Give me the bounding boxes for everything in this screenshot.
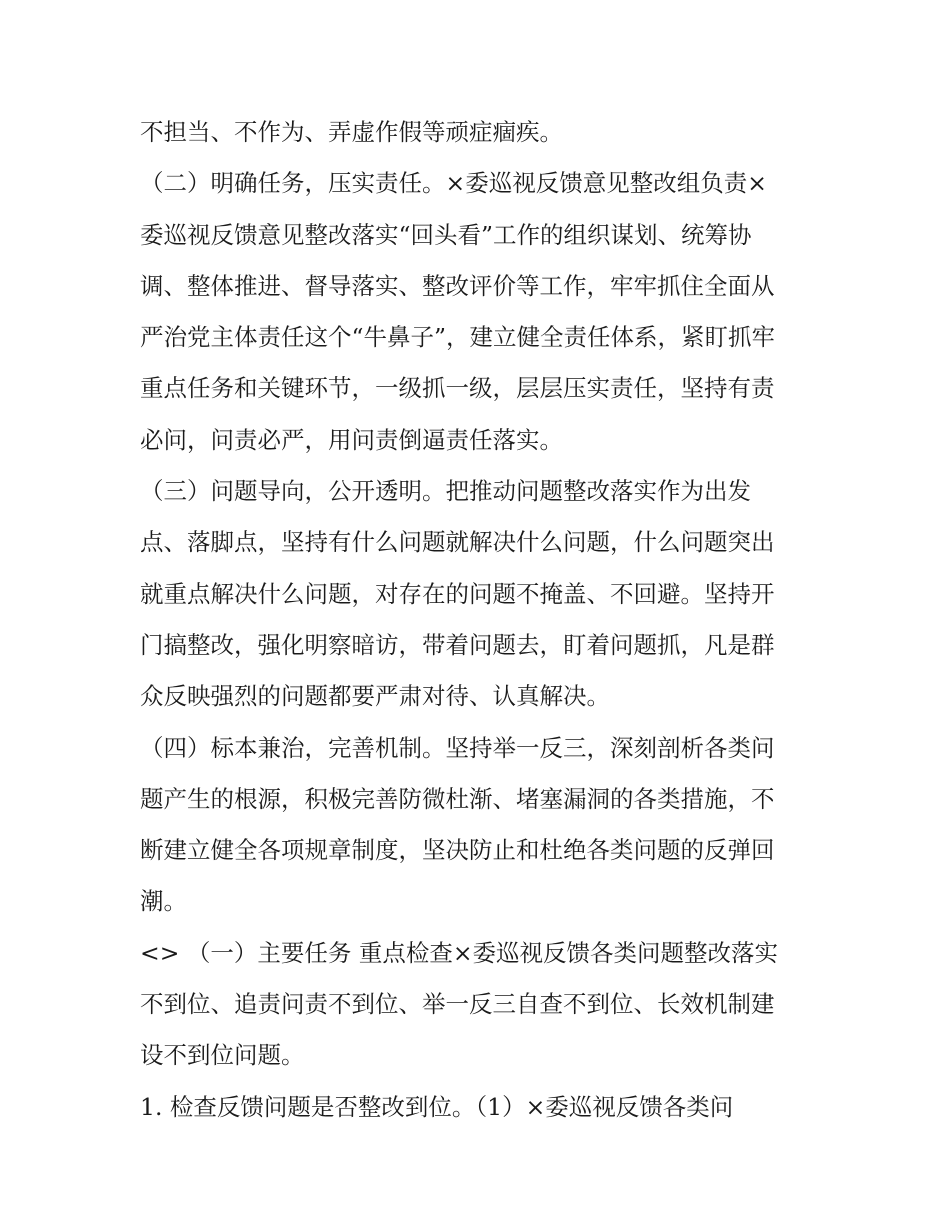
text-line: 题产生的根源，积极完善防微杜渐、堵塞漏洞的各类措施，不 xyxy=(140,784,775,813)
text-line: 不担当、不作为、弄虚作假等顽症痼疾。 xyxy=(140,118,563,146)
text-line: （四）标本兼治，完善机制。坚持举一反三，深刻剖析各类问 xyxy=(140,733,775,762)
text-line: 不到位、追责问责不到位、举一反三自查不到位、长效机制建 xyxy=(140,990,775,1019)
text-line: <> （一）主要任务 重点检查×委巡视反馈各类问题整改落实 xyxy=(140,938,779,967)
text-line: （三）问题导向，公开透明。把推动问题整改落实作为出发 xyxy=(140,477,751,506)
text-line: 必问，问责必严，用问责倒逼责任落实。 xyxy=(140,425,563,454)
text-line: 严治党主体责任这个“牛鼻子”，建立健全责任体系，紧盯抓牢 xyxy=(140,323,776,352)
text-line: 潮。 xyxy=(140,887,187,916)
paragraph-5 xyxy=(140,928,820,1082)
text-line: 断建立健全各项规章制度，坚决防止和杜绝各类问题的反弹回 xyxy=(140,836,775,865)
paragraph-6 xyxy=(140,1082,820,1133)
text-line: 点、落脚点，坚持有什么问题就解决什么问题，什么问题突出 xyxy=(140,528,775,557)
paragraph-4 xyxy=(140,723,820,928)
paragraph-3 xyxy=(140,466,820,722)
paragraph-2 xyxy=(140,158,820,466)
text-line: 就重点解决什么问题，对存在的问题不掩盖、不回避。坚持开 xyxy=(140,579,775,608)
text-line: 设不到位问题。 xyxy=(140,1041,305,1070)
text-line: 重点任务和关键环节，一级抓一级，层层压实责任，坚持有责 xyxy=(140,374,775,403)
text-line: 众反映强烈的问题都要严肃对待、认真解决。 xyxy=(140,682,610,711)
text-line: 委巡视反馈意见整改落实“回头看”工作的组织谋划、统筹协 xyxy=(140,220,752,249)
text-line: 调、整体推进、督导落实、整改评价等工作，牢牢抓住全面从 xyxy=(140,271,775,300)
paragraph-1 xyxy=(140,107,820,158)
text-line: 门搞整改，强化明察暗访，带着问题去，盯着问题抓，凡是群 xyxy=(140,630,775,659)
text-line: （二）明确任务，压实责任。×委巡视反馈意见整改组负责× xyxy=(140,169,767,198)
text-line: 1. 检查反馈问题是否整改到位。（1）×委巡视反馈各类问 xyxy=(140,1092,734,1121)
document-body xyxy=(140,107,820,1133)
